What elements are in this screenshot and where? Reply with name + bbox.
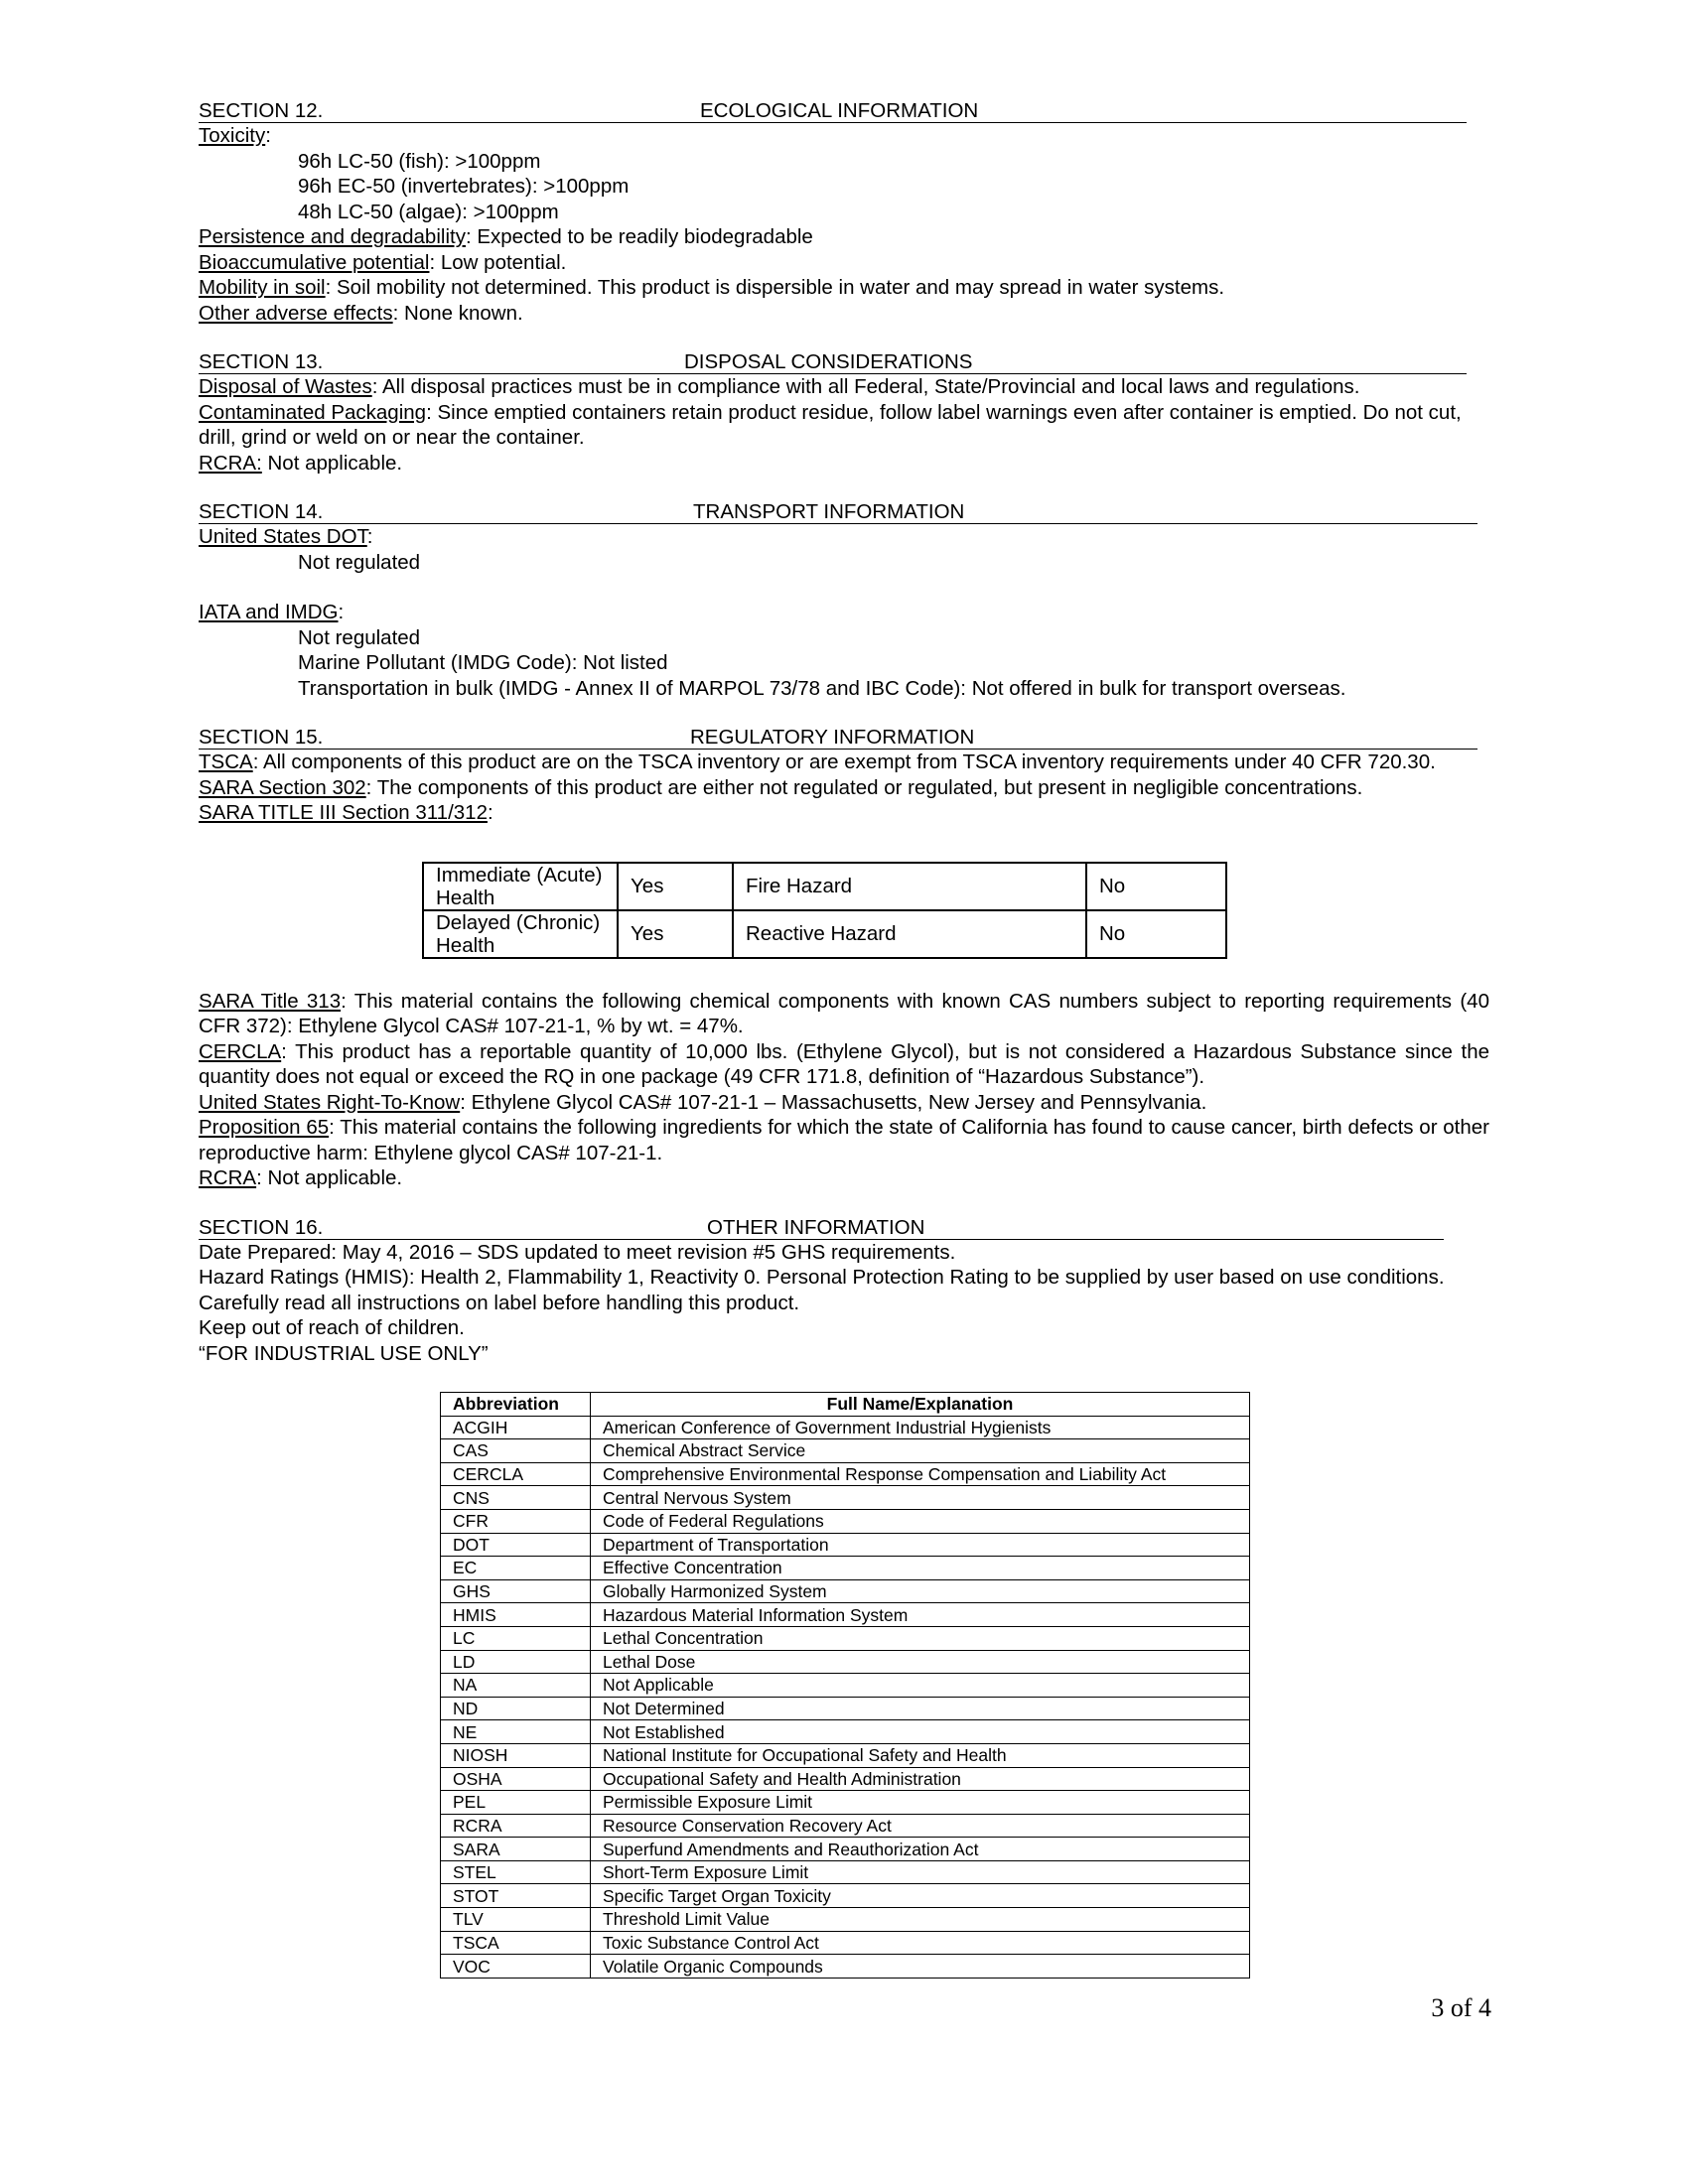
iata-item: Marine Pollutant (IMDG Code): Not listed bbox=[298, 651, 668, 674]
dot-label: United States DOT bbox=[199, 525, 367, 548]
tox-item: 48h LC-50 (algae): >100ppm bbox=[298, 200, 559, 223]
other-effects-text: : None known. bbox=[392, 301, 523, 325]
abbreviation-cell: STEL bbox=[441, 1860, 591, 1884]
contaminated-packaging-text: : Since emptied containers retain product residue, follow label warnings even after container is emptied. Do not cut, drill, grind or weld on or near the container. bbox=[199, 400, 1462, 449]
section-number: SECTION 12. bbox=[199, 99, 324, 122]
rcra-label: RCRA bbox=[199, 1166, 257, 1189]
cercla-label: CERCLA bbox=[199, 1039, 282, 1063]
iata-item: Not regulated bbox=[298, 625, 421, 649]
sara313-label: SARA Title 313 bbox=[199, 989, 342, 1013]
tsca-label: TSCA bbox=[199, 751, 253, 773]
table-row bbox=[441, 1509, 1250, 1533]
bioaccumulative-label: Bioaccumulative potential bbox=[199, 250, 430, 274]
sara302-label: SARA Section 302 bbox=[199, 775, 366, 799]
table-row bbox=[441, 1462, 1250, 1486]
explanation-cell: Threshold Limit Value bbox=[591, 1908, 1250, 1932]
table-row bbox=[441, 1697, 1250, 1720]
tox-item: 96h LC-50 (fish): >100ppm bbox=[298, 149, 541, 173]
explanation-cell: Specific Target Organ Toxicity bbox=[591, 1884, 1250, 1908]
section-14-body: United States DOT: Not regulated IATA and IMDG: Not regulated Marine Pollutant (IMDG Code): Not listed Transportation in bulk (IMDG - Annex II of MARPOL 73/78 and IBC Code): Not offered in bulk for transport overseas. bbox=[199, 524, 1489, 701]
persistence-text: : Expected to be readily biodegradable bbox=[465, 225, 813, 248]
table-cell: Immediate (Acute) Health bbox=[423, 863, 618, 910]
abbreviation-cell: VOC bbox=[441, 1955, 591, 1979]
table-row bbox=[423, 863, 1226, 910]
section-rule bbox=[199, 523, 1477, 524]
page-number: 3 of 4 bbox=[1431, 1993, 1491, 2022]
abbreviation-cell: NA bbox=[441, 1674, 591, 1698]
abbreviation-cell: SARA bbox=[441, 1838, 591, 1861]
table-cell: Delayed (Chronic) Health bbox=[423, 910, 618, 958]
section-number: SECTION 14. bbox=[199, 500, 324, 523]
table-row bbox=[441, 1860, 1250, 1884]
abbreviation-cell: ACGIH bbox=[441, 1416, 591, 1439]
explanation-cell: Volatile Organic Compounds bbox=[591, 1955, 1250, 1979]
info-line: “FOR INDUSTRIAL USE ONLY” bbox=[199, 1341, 489, 1365]
table-row bbox=[441, 1743, 1250, 1767]
table-row bbox=[441, 1579, 1250, 1603]
table-row bbox=[441, 1814, 1250, 1838]
abbreviation-cell: NE bbox=[441, 1720, 591, 1744]
explanation-cell: Permissible Exposure Limit bbox=[591, 1791, 1250, 1815]
page-content bbox=[199, 99, 1489, 1979]
explanation-cell: American Conference of Government Industrial Hygienists bbox=[591, 1416, 1250, 1439]
abbreviation-cell: HMIS bbox=[441, 1603, 591, 1627]
abbreviation-cell: CERCLA bbox=[441, 1462, 591, 1486]
explanation-cell: Resource Conservation Recovery Act bbox=[591, 1814, 1250, 1838]
section-rule bbox=[199, 1239, 1444, 1240]
section-15-body-cont bbox=[199, 989, 1489, 1191]
explanation-cell: Occupational Safety and Health Administration bbox=[591, 1767, 1250, 1791]
table-row bbox=[441, 1416, 1250, 1439]
section-15-body: TSCA: All components of this product are on the TSCA inventory or are exempt from TSCA inventory requirements under 40 CFR 720.30. SARA Section 302: The components of this product are either not regulated or regulated, but present in negligible concentrations. SARA TITLE III Section 311/312: bbox=[199, 751, 1436, 824]
section-number: SECTION 16. bbox=[199, 1215, 324, 1239]
prop65-text: : This material contains the following ingredients for which the state of California has found to cause cancer, birth defects or other reproductive harm: Ethylene glycol CAS# 107-21-1. bbox=[199, 1116, 1489, 1164]
section-rule bbox=[199, 749, 1477, 750]
info-line: Carefully read all instructions on label before handling this product. bbox=[199, 1291, 800, 1314]
info-line: Keep out of reach of children. bbox=[199, 1316, 465, 1339]
section-rule bbox=[199, 122, 1467, 123]
abbreviation-cell: PEL bbox=[441, 1791, 591, 1815]
explanation-cell: Code of Federal Regulations bbox=[591, 1509, 1250, 1533]
explanation-cell: Hazardous Material Information System bbox=[591, 1603, 1250, 1627]
explanation-cell: Central Nervous System bbox=[591, 1486, 1250, 1510]
explanation-cell: Not Determined bbox=[591, 1697, 1250, 1720]
right-to-know-text: : Ethylene Glycol CAS# 107-21-1 – Massachusetts, New Jersey and Pennsylvania. bbox=[460, 1090, 1207, 1114]
section-rule bbox=[199, 373, 1467, 374]
sara311-label: SARA TITLE III Section 311/312 bbox=[199, 801, 488, 824]
tsca-text: : All components of this product are on the TSCA inventory or are exempt from TSCA inventory requirements under 40 CFR 720.30. bbox=[252, 751, 1436, 773]
table-row bbox=[423, 910, 1226, 958]
table-row bbox=[441, 1674, 1250, 1698]
table-header-row bbox=[441, 1393, 1250, 1417]
section-12-header bbox=[199, 99, 1489, 123]
explanation-cell: Superfund Amendments and Reauthorization Act bbox=[591, 1838, 1250, 1861]
table-row bbox=[441, 1720, 1250, 1744]
abbreviation-cell: STOT bbox=[441, 1884, 591, 1908]
section-title: REGULATORY INFORMATION bbox=[690, 726, 975, 749]
disposal-label: Disposal of Wastes bbox=[199, 375, 372, 398]
other-effects-label: Other adverse effects bbox=[199, 301, 393, 325]
iata-label: IATA and IMDG bbox=[199, 601, 339, 623]
table-row bbox=[441, 1439, 1250, 1463]
column-header: Abbreviation bbox=[441, 1393, 591, 1417]
bioaccumulative-text: : Low potential. bbox=[429, 250, 567, 274]
explanation-cell: Lethal Concentration bbox=[591, 1626, 1250, 1650]
abbreviation-cell: CAS bbox=[441, 1439, 591, 1463]
cercla-text: : This product has a reportable quantity of 10,000 lbs. (Ethylene Glycol), but is not considered a Hazardous Substance since the quantity does not equal or exceed the RQ in one package (49 CFR 171.8, definition of “Hazardous Substance”). bbox=[199, 1039, 1489, 1088]
section-number: SECTION 13. bbox=[199, 350, 324, 373]
sara302-text: : The components of this product are either not regulated or regulated, but present in negligible concentrations. bbox=[365, 775, 1363, 799]
table-row bbox=[441, 1603, 1250, 1627]
abbreviation-cell: CFR bbox=[441, 1509, 591, 1533]
column-header: Full Name/Explanation bbox=[591, 1393, 1250, 1417]
abbreviation-cell: RCRA bbox=[441, 1814, 591, 1838]
explanation-cell: Effective Concentration bbox=[591, 1557, 1250, 1580]
disposal-text: : All disposal practices must be in compliance with all Federal, State/Provincial and local laws and regulations. bbox=[371, 375, 1360, 398]
dot-value: Not regulated bbox=[298, 550, 421, 574]
abbreviation-cell: ND bbox=[441, 1697, 591, 1720]
table-row bbox=[441, 1838, 1250, 1861]
explanation-cell: Lethal Dose bbox=[591, 1650, 1250, 1674]
section-title: TRANSPORT INFORMATION bbox=[693, 500, 965, 523]
abbreviation-cell: DOT bbox=[441, 1533, 591, 1557]
table-row bbox=[441, 1626, 1250, 1650]
abbreviation-cell: TSCA bbox=[441, 1931, 591, 1955]
table-cell: Yes bbox=[618, 910, 733, 958]
abbreviation-cell: GHS bbox=[441, 1579, 591, 1603]
explanation-cell: National Institute for Occupational Safety and Health bbox=[591, 1743, 1250, 1767]
rcra-label: RCRA: bbox=[199, 451, 262, 475]
abbreviation-cell: EC bbox=[441, 1557, 591, 1580]
abbreviation-cell: TLV bbox=[441, 1908, 591, 1932]
explanation-cell: Chemical Abstract Service bbox=[591, 1439, 1250, 1463]
explanation-cell: Not Established bbox=[591, 1720, 1250, 1744]
table-row bbox=[441, 1955, 1250, 1979]
section-13-body bbox=[199, 374, 1489, 476]
abbreviation-cell: OSHA bbox=[441, 1767, 591, 1791]
rcra-text: : Not applicable. bbox=[256, 1166, 403, 1189]
table-row bbox=[441, 1486, 1250, 1510]
table-cell: No bbox=[1086, 910, 1226, 958]
right-to-know-label: United States Right-To-Know bbox=[199, 1090, 461, 1114]
abbreviation-table bbox=[440, 1392, 1250, 1979]
table-row bbox=[441, 1791, 1250, 1815]
table-row bbox=[441, 1931, 1250, 1955]
tox-item: 96h EC-50 (invertebrates): >100ppm bbox=[298, 175, 630, 198]
table-row bbox=[441, 1908, 1250, 1932]
persistence-label: Persistence and degradability bbox=[199, 225, 466, 248]
toxicity-label: Toxicity bbox=[199, 124, 266, 147]
abbreviation-cell: NIOSH bbox=[441, 1743, 591, 1767]
mobility-text: : Soil mobility not determined. This product is dispersible in water and may spread in water systems. bbox=[325, 276, 1225, 299]
table-row bbox=[441, 1557, 1250, 1580]
explanation-cell: Short-Term Exposure Limit bbox=[591, 1860, 1250, 1884]
section-12-body: Toxicity: 96h LC-50 (fish): >100ppm 96h EC-50 (invertebrates): >100ppm 48h LC-50 (algae): >100ppm Persistence and degradability: Expected to be readily biodegradable Bioaccumulative potential: Low potential. Mobility in soil: Soil mobility not determined. This product is dispersible in water and may spread in water systems. Other adverse effects: None known. bbox=[199, 123, 1489, 326]
explanation-cell: Department of Transportation bbox=[591, 1533, 1250, 1557]
section-16-body bbox=[199, 1240, 1489, 1367]
info-line: Hazard Ratings (HMIS): Health 2, Flammability 1, Reactivity 0. Personal Protection Rating to be supplied by user based on use conditions. bbox=[199, 1266, 1445, 1289]
table-row bbox=[441, 1884, 1250, 1908]
explanation-cell: Toxic Substance Control Act bbox=[591, 1931, 1250, 1955]
sara313-text: : This material contains the following chemical components with known CAS numbers subject to reporting requirements (40 CFR 372): Ethylene Glycol CAS# 107-21-1, % by wt. = 47%. bbox=[199, 989, 1489, 1037]
section-16-header bbox=[199, 1216, 1489, 1240]
sara-hazard-table bbox=[422, 862, 1227, 959]
iata-item: Transportation in bulk (IMDG - Annex II of MARPOL 73/78 and IBC Code): Not offered in bulk for transport overseas. bbox=[298, 676, 1346, 700]
abbreviation-table-body bbox=[441, 1416, 1250, 1978]
explanation-cell: Globally Harmonized System bbox=[591, 1579, 1250, 1603]
section-13-header bbox=[199, 350, 1489, 374]
mobility-label: Mobility in soil bbox=[199, 276, 326, 299]
section-title: ECOLOGICAL INFORMATION bbox=[700, 99, 979, 122]
abbreviation-cell: LC bbox=[441, 1626, 591, 1650]
table-cell: Yes bbox=[618, 863, 733, 910]
info-line: Date Prepared: May 4, 2016 – SDS updated to meet revision #5 GHS requirements. bbox=[199, 1240, 956, 1264]
table-cell: No bbox=[1086, 863, 1226, 910]
explanation-cell: Not Applicable bbox=[591, 1674, 1250, 1698]
abbreviation-cell: LD bbox=[441, 1650, 591, 1674]
table-row bbox=[441, 1533, 1250, 1557]
section-title: OTHER INFORMATION bbox=[707, 1215, 925, 1239]
abbreviation-cell: CNS bbox=[441, 1486, 591, 1510]
prop65-label: Proposition 65 bbox=[199, 1116, 330, 1139]
section-title: DISPOSAL CONSIDERATIONS bbox=[684, 350, 973, 373]
contaminated-packaging-label: Contaminated Packaging bbox=[199, 400, 427, 424]
table-cell: Fire Hazard bbox=[733, 863, 1086, 910]
section-number: SECTION 15. bbox=[199, 726, 324, 749]
section-15-header bbox=[199, 726, 1489, 750]
table-row bbox=[441, 1767, 1250, 1791]
table-cell: Reactive Hazard bbox=[733, 910, 1086, 958]
rcra-text: Not applicable. bbox=[261, 451, 403, 475]
table-row bbox=[441, 1650, 1250, 1674]
section-14-header bbox=[199, 500, 1489, 524]
explanation-cell: Comprehensive Environmental Response Compensation and Liability Act bbox=[591, 1462, 1250, 1486]
